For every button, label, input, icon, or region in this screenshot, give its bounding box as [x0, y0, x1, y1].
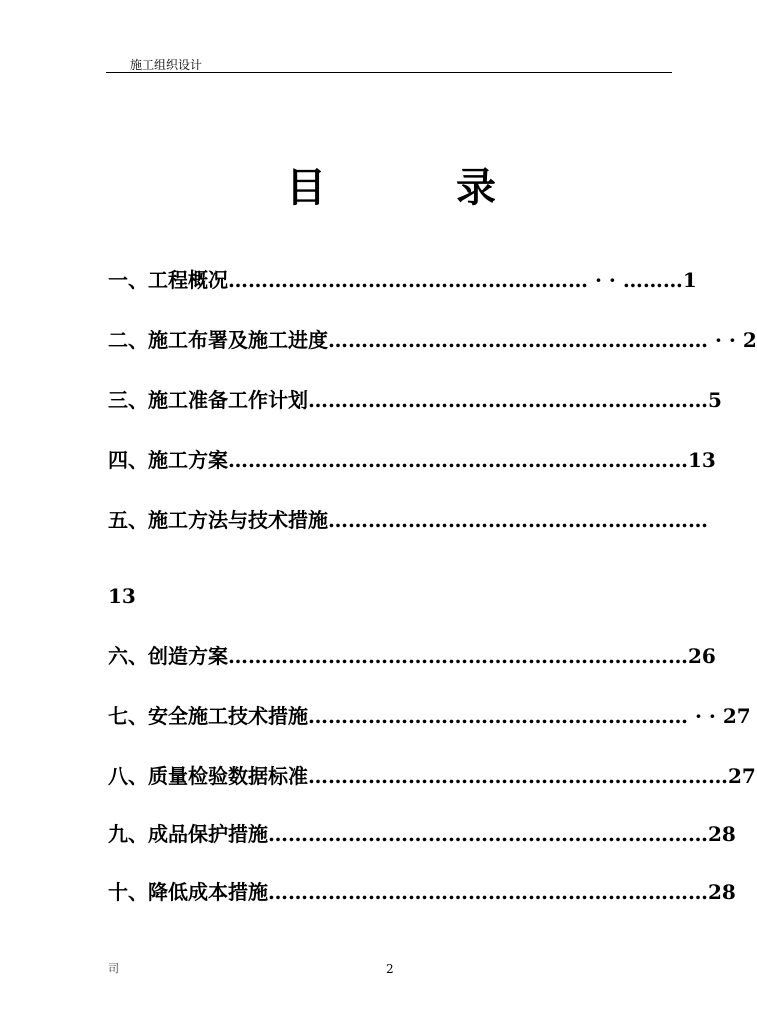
- toc-entry-leader: …………………………………………………………28: [268, 880, 736, 904]
- running-header: 施工组织设计: [130, 58, 203, 72]
- toc-entry-leader: ……………………………………………………5: [308, 388, 722, 412]
- toc-entry-leader: ………………………………………………… · · 2: [328, 328, 757, 352]
- toc-entry-leader: ………………………………………………………27: [308, 764, 756, 788]
- toc-entry-leader: ……………………………………………………………26: [228, 644, 716, 668]
- toc-entry-5-page-number: 13: [108, 584, 136, 608]
- toc-entry-2[interactable]: [108, 324, 757, 354]
- toc-title-left: 目: [286, 164, 326, 211]
- toc-entry-label: 一、工程概况: [108, 268, 228, 292]
- footer-left-text: 司: [108, 962, 119, 975]
- toc-entry-label: 六、创造方案: [108, 644, 228, 668]
- toc-entry-label: 七、安全施工技术措施: [108, 704, 308, 728]
- toc-entry-label: 九、成品保护措施: [108, 822, 268, 846]
- toc-entry-label: 二、施工布署及施工进度: [108, 328, 328, 352]
- toc-entry-7[interactable]: [108, 700, 751, 730]
- toc-entry-label: 三、施工准备工作计划: [108, 388, 308, 412]
- toc-entry-label: 十、降低成本措施: [108, 880, 268, 904]
- toc-entry-leader: ………………………………………………… · · 27: [308, 704, 751, 728]
- toc-entry-leader: …………………………………………………………28: [268, 822, 736, 846]
- header-rule: [106, 72, 672, 73]
- toc-entry-8[interactable]: [108, 760, 756, 790]
- toc-entry-9[interactable]: [108, 818, 736, 848]
- toc-entry-10[interactable]: [108, 876, 736, 906]
- toc-entry-label: 八、质量检验数据标准: [108, 764, 308, 788]
- toc-entry-label: 四、施工方案: [108, 448, 228, 472]
- toc-entry-3[interactable]: [108, 384, 722, 414]
- toc-entry-1[interactable]: [108, 264, 697, 294]
- toc-entry-5[interactable]: [108, 504, 708, 534]
- footer-page-number: 2: [386, 962, 394, 976]
- toc-title-right: 录: [456, 164, 496, 211]
- toc-entry-leader: ……………………………………………………………13: [228, 448, 716, 472]
- toc-entry-4[interactable]: [108, 444, 716, 474]
- toc-entry-leader: ……………………………………………… · · ………1: [228, 268, 697, 292]
- toc-entry-6[interactable]: [108, 640, 716, 670]
- toc-entry-label: 五、施工方法与技术措施: [108, 508, 328, 532]
- toc-entry-leader: …………………………………………………: [328, 508, 708, 532]
